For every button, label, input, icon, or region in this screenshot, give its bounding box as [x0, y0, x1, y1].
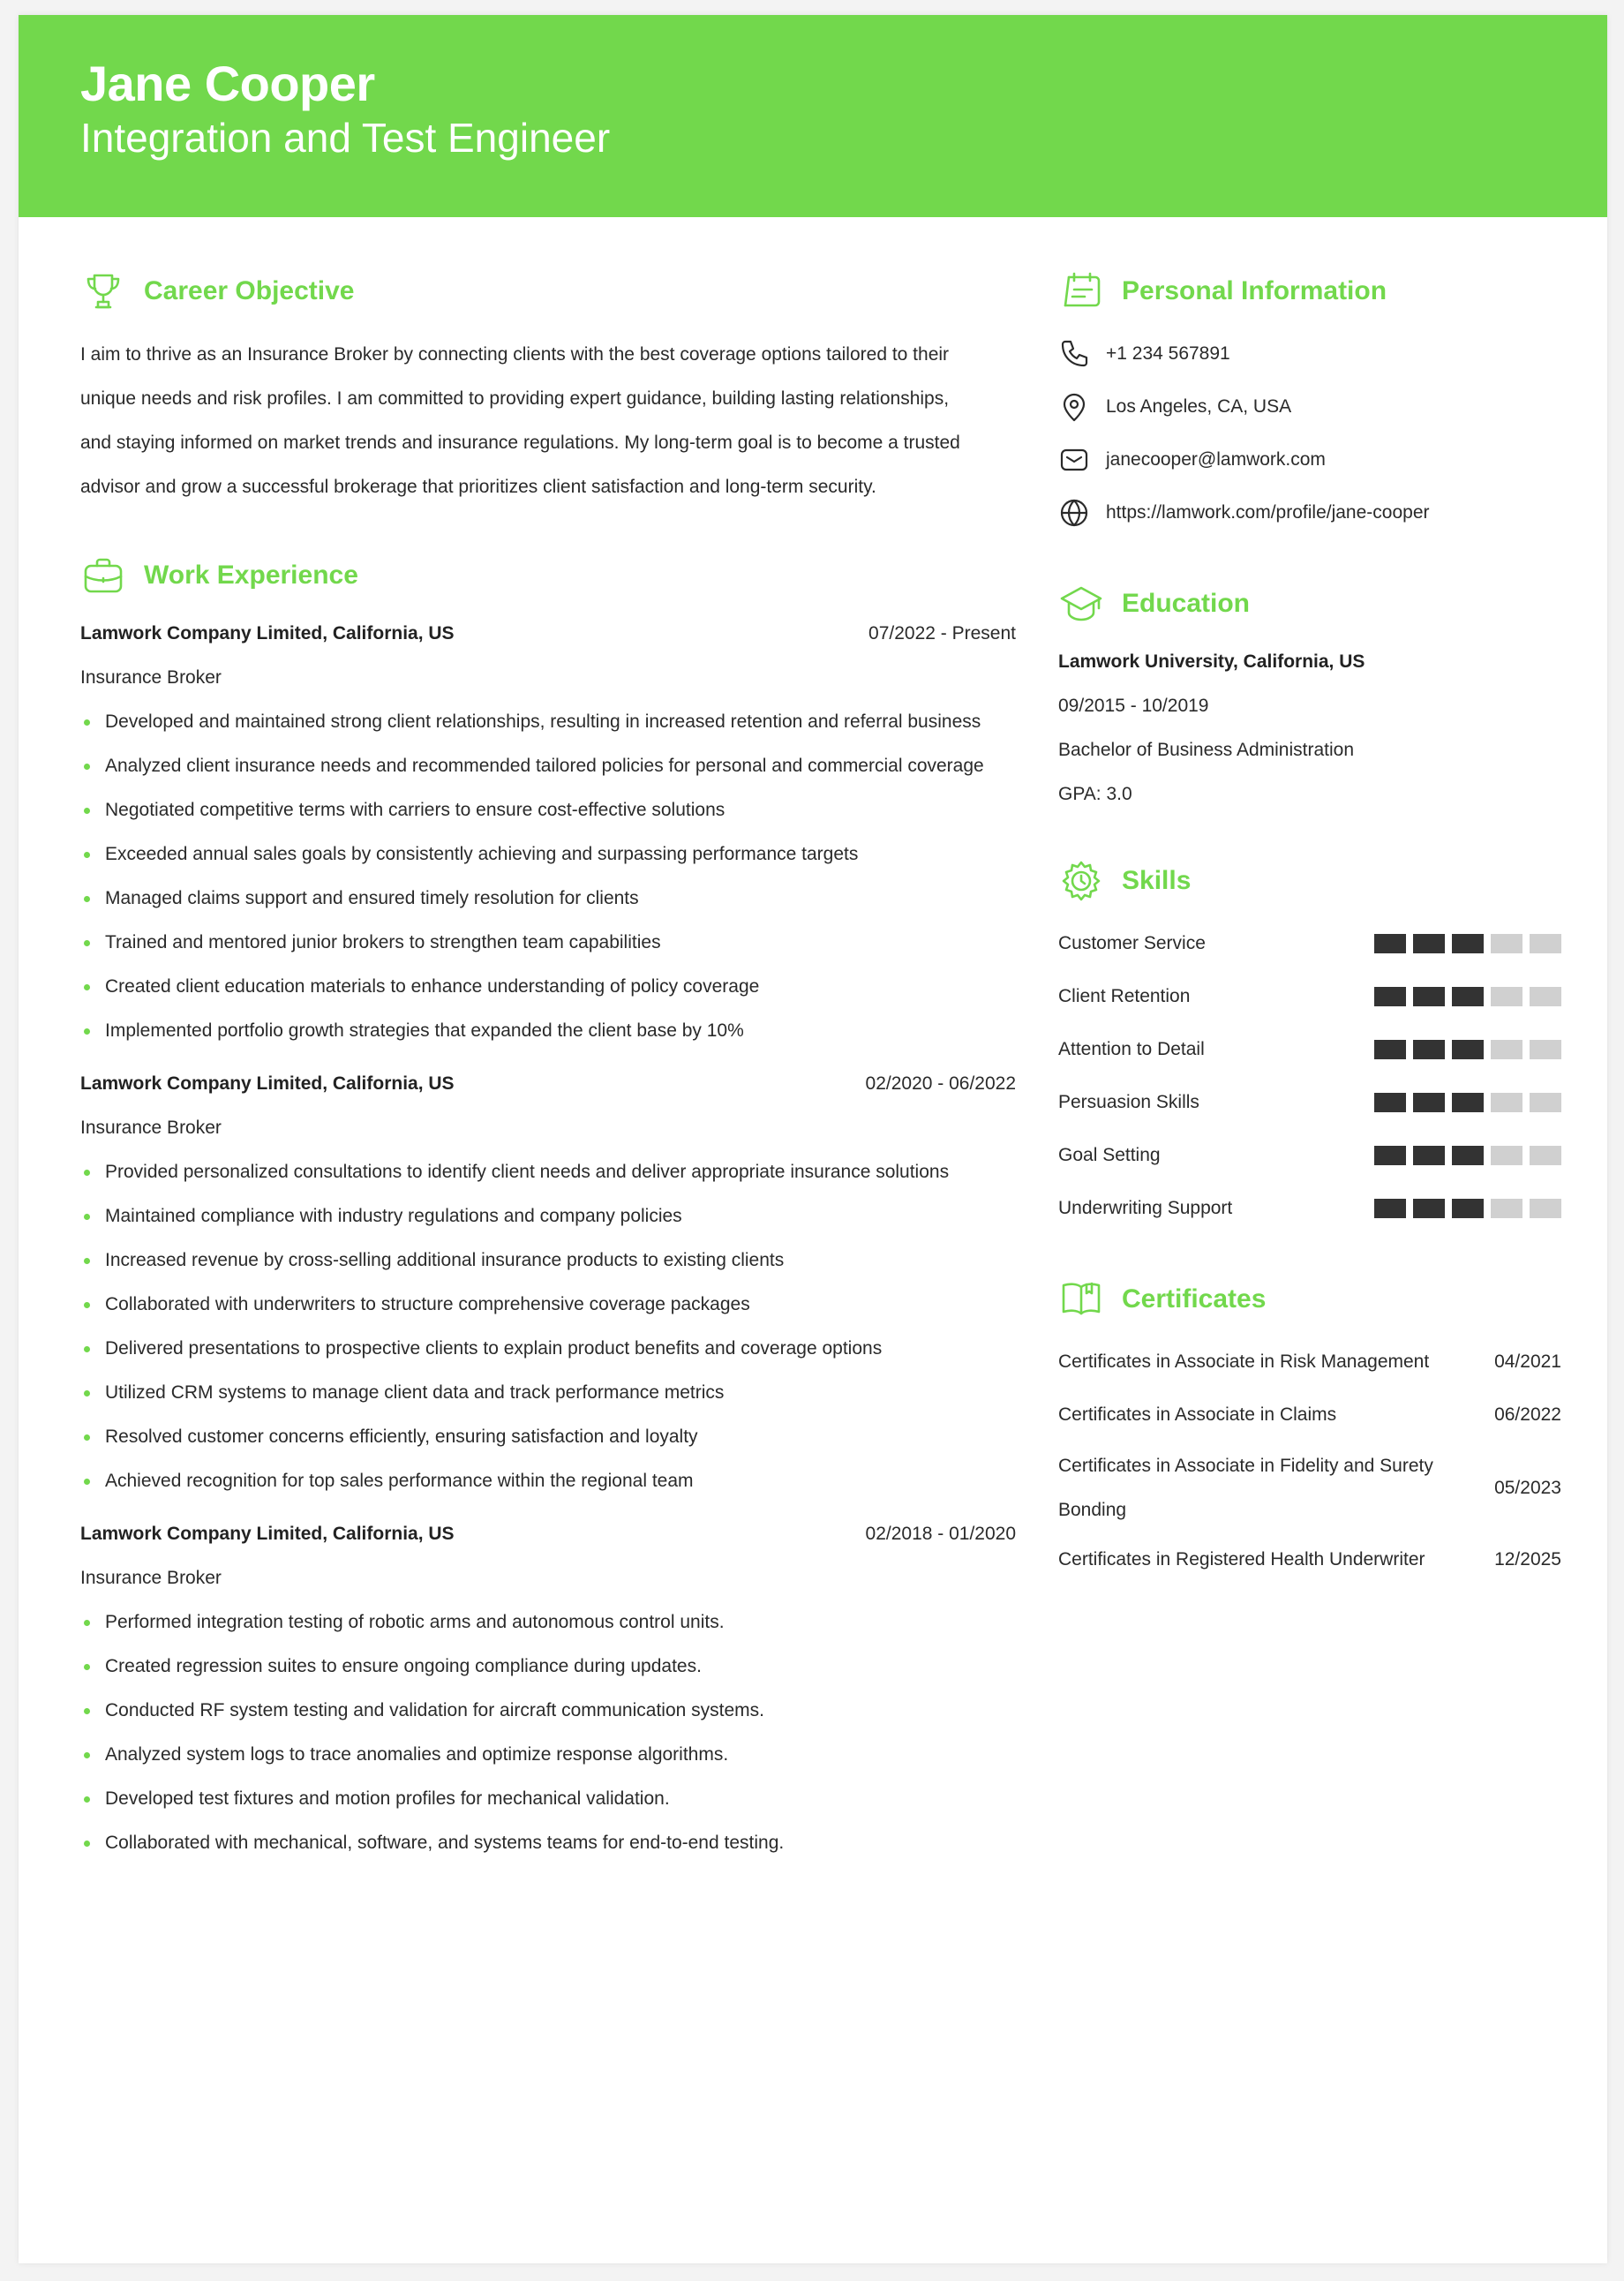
- skill-row: [1058, 1182, 1561, 1235]
- location-row: [1058, 380, 1561, 433]
- phone-number: +1 234 567891: [1106, 343, 1230, 364]
- education-dates: 09/2015 - 10/2019: [1058, 696, 1209, 716]
- skills-heading: Skills: [1122, 866, 1192, 895]
- certificate-title: Certificates in Associate in Risk Management: [1058, 1351, 1430, 1372]
- skill-level-meter: [1374, 1199, 1561, 1218]
- skill-level-meter: [1374, 1040, 1561, 1059]
- skill-level-meter: [1374, 934, 1561, 953]
- job-bullets: [80, 1150, 1016, 1503]
- skill-row: [1058, 970, 1561, 1023]
- graduation-cap-icon: [1058, 581, 1104, 627]
- career-objective-text: [80, 333, 1016, 509]
- skill-level-meter: [1374, 1146, 1561, 1165]
- job-company: Lamwork Company Limited, California, US: [80, 1073, 455, 1094]
- list-item: Maintained compliance with industry regulations and company policies: [80, 1194, 1016, 1238]
- skill-name: Attention to Detail: [1058, 1039, 1205, 1059]
- job-role: Insurance Broker: [80, 1568, 222, 1588]
- skill-row: [1058, 1023, 1561, 1076]
- job-role: Insurance Broker: [80, 1118, 222, 1138]
- job-role: Insurance Broker: [80, 667, 222, 688]
- work-experience-section: [80, 546, 1016, 1865]
- list-item: Developed test fixtures and motion profiles for mechanical validation.: [80, 1777, 1016, 1821]
- certificate-date: 12/2025: [1494, 1549, 1561, 1570]
- skill-level-block: [1374, 1199, 1406, 1218]
- phone-icon: [1058, 338, 1090, 370]
- certificate-date: 05/2023: [1494, 1478, 1561, 1498]
- skill-level-meter: [1374, 987, 1561, 1006]
- list-item: Implemented portfolio growth strategies that expanded the client base by 10%: [80, 1009, 1016, 1053]
- section-heading: [80, 546, 1016, 605]
- work-experience-heading: Work Experience: [144, 561, 358, 590]
- objective-line: unique needs and risk profiles. I am committed to providing expert guidance, building lasting relationships,: [80, 388, 950, 409]
- certificates-heading: Certificates: [1122, 1284, 1267, 1314]
- trophy-icon: [80, 268, 126, 314]
- job-header: [80, 612, 1016, 656]
- education-heading: Education: [1122, 589, 1251, 618]
- gear-clock-icon: [1058, 858, 1104, 904]
- personal-information-heading: Personal Information: [1122, 276, 1387, 305]
- skill-level-block: [1491, 934, 1522, 953]
- section-heading: [80, 262, 1016, 320]
- certificate-date: 04/2021: [1494, 1351, 1561, 1372]
- certificate-title: Certificates in Registered Health Underwriter: [1058, 1549, 1425, 1570]
- skill-row: [1058, 917, 1561, 970]
- candidate-name: Jane Cooper: [80, 56, 375, 111]
- map-pin-icon: [1058, 391, 1090, 423]
- certificates-section: [1058, 1270, 1561, 1585]
- skill-row: [1058, 1076, 1561, 1129]
- certificate-title: Certificates in Associate in Fidelity and Surety Bonding: [1058, 1456, 1433, 1520]
- skill-level-block: [1452, 1093, 1484, 1112]
- list-item: Resolved customer concerns efficiently, ensuring satisfaction and loyalty: [80, 1415, 1016, 1459]
- certificate-row: [1058, 1442, 1561, 1535]
- skill-level-block: [1530, 1093, 1561, 1112]
- skill-name: Customer Service: [1058, 933, 1206, 953]
- skill-level-block: [1491, 987, 1522, 1006]
- location-text: Los Angeles, CA, USA: [1106, 396, 1292, 417]
- section-heading: [1058, 262, 1561, 320]
- skill-level-block: [1413, 1146, 1445, 1165]
- career-objective-heading: Career Objective: [144, 276, 355, 305]
- skill-level-block: [1413, 987, 1445, 1006]
- job-dates: 02/2018 - 01/2020: [865, 1524, 1016, 1544]
- skill-level-block: [1491, 1146, 1522, 1165]
- objective-line: and staying informed on market trends and insurance regulations. My long-term goal is to become a trusted: [80, 433, 960, 453]
- certificate-date: 06/2022: [1494, 1404, 1561, 1425]
- education-school: Lamwork University, California, US: [1058, 651, 1365, 672]
- skill-level-block: [1374, 1093, 1406, 1112]
- list-item: Provided personalized consultations to identify client needs and deliver appropriate insurance solutions: [80, 1150, 1016, 1194]
- resume-page: [19, 15, 1607, 2263]
- job-bullets: [80, 700, 1016, 1053]
- list-item: Collaborated with underwriters to structure comprehensive coverage packages: [80, 1283, 1016, 1327]
- website-link[interactable]: https://lamwork.com/profile/jane-cooper: [1106, 502, 1430, 523]
- email-link[interactable]: janecooper@lamwork.com: [1106, 449, 1326, 470]
- skill-level-block: [1491, 1199, 1522, 1218]
- certificate-row: [1058, 1389, 1561, 1442]
- job-dates: 07/2022 - Present: [868, 623, 1016, 644]
- skill-name: Underwriting Support: [1058, 1198, 1233, 1218]
- candidate-title: Integration and Test Engineer: [80, 115, 611, 162]
- certificate-title: Certificates in Associate in Claims: [1058, 1404, 1337, 1425]
- skill-name: Client Retention: [1058, 986, 1191, 1006]
- job-entry: [80, 1062, 1016, 1503]
- list-item: Analyzed system logs to trace anomalies and optimize response algorithms.: [80, 1733, 1016, 1777]
- skill-level-block: [1530, 987, 1561, 1006]
- skill-level-block: [1374, 1146, 1406, 1165]
- skills-list: [1058, 917, 1561, 1235]
- job-company: Lamwork Company Limited, California, US: [80, 1524, 455, 1544]
- skill-level-block: [1374, 987, 1406, 1006]
- list-item: Collaborated with mechanical, software, and systems teams for end-to-end testing.: [80, 1821, 1016, 1865]
- skill-row: [1058, 1129, 1561, 1182]
- objective-line: advisor and grow a successful brokerage that prioritizes client satisfaction and long-term security.: [80, 477, 876, 497]
- certificate-row: [1058, 1535, 1561, 1585]
- list-item: Increased revenue by cross-selling additional insurance products to existing clients: [80, 1238, 1016, 1283]
- briefcase-icon: [80, 553, 126, 598]
- job-header: [80, 1062, 1016, 1106]
- certificate-row: [1058, 1336, 1561, 1389]
- objective-line: I aim to thrive as an Insurance Broker by connecting clients with the best coverage options tailored to their: [80, 344, 950, 365]
- job-header: [80, 1512, 1016, 1556]
- phone-row: [1058, 327, 1561, 380]
- skill-level-block: [1452, 1146, 1484, 1165]
- skill-level-block: [1452, 987, 1484, 1006]
- section-heading: [1058, 575, 1561, 633]
- education-gpa: GPA: 3.0: [1058, 784, 1132, 804]
- skills-section: [1058, 852, 1561, 1235]
- list-item: Analyzed client insurance needs and recommended tailored policies for personal and commercial coverage: [80, 744, 1016, 788]
- resume-header: [19, 15, 1607, 217]
- career-objective-section: [80, 262, 1016, 509]
- job-entry: [80, 612, 1016, 1053]
- skill-level-block: [1413, 1093, 1445, 1112]
- list-item: Performed integration testing of robotic arms and autonomous control units.: [80, 1600, 1016, 1645]
- skill-name: Persuasion Skills: [1058, 1092, 1199, 1112]
- skill-level-block: [1413, 1199, 1445, 1218]
- skill-level-block: [1413, 1040, 1445, 1059]
- job-bullets: [80, 1600, 1016, 1865]
- book-icon: [1058, 1276, 1104, 1322]
- id-card-icon: [1058, 268, 1104, 314]
- education-section: [1058, 575, 1561, 817]
- list-item: Created regression suites to ensure ongoing compliance during updates.: [80, 1645, 1016, 1689]
- skill-level-block: [1491, 1093, 1522, 1112]
- list-item: Achieved recognition for top sales performance within the regional team: [80, 1459, 1016, 1503]
- skill-level-block: [1452, 1199, 1484, 1218]
- skill-level-block: [1491, 1040, 1522, 1059]
- skill-level-block: [1530, 1199, 1561, 1218]
- job-entry: [80, 1512, 1016, 1865]
- section-heading: [1058, 1270, 1561, 1329]
- left-column: [80, 262, 1016, 1865]
- job-company: Lamwork Company Limited, California, US: [80, 623, 455, 644]
- personal-information-section: [1058, 262, 1561, 539]
- skill-level-block: [1452, 1040, 1484, 1059]
- job-dates: 02/2020 - 06/2022: [865, 1073, 1016, 1094]
- skill-level-block: [1413, 934, 1445, 953]
- list-item: Managed claims support and ensured timely resolution for clients: [80, 877, 1016, 921]
- right-column: [1058, 262, 1561, 1585]
- skill-level-block: [1530, 1146, 1561, 1165]
- website-row: [1058, 486, 1561, 539]
- list-item: Negotiated competitive terms with carriers to ensure cost-effective solutions: [80, 788, 1016, 832]
- section-heading: [1058, 852, 1561, 910]
- skill-level-meter: [1374, 1093, 1561, 1112]
- skill-level-block: [1452, 934, 1484, 953]
- skill-level-block: [1530, 1040, 1561, 1059]
- list-item: Trained and mentored junior brokers to strengthen team capabilities: [80, 921, 1016, 965]
- skill-level-block: [1530, 934, 1561, 953]
- email-row: [1058, 433, 1561, 486]
- list-item: Delivered presentations to prospective clients to explain product benefits and coverage options: [80, 1327, 1016, 1371]
- list-item: Developed and maintained strong client relationships, resulting in increased retention and referral business: [80, 700, 1016, 744]
- skill-name: Goal Setting: [1058, 1145, 1161, 1165]
- list-item: Exceeded annual sales goals by consistently achieving and surpassing performance targets: [80, 832, 1016, 877]
- list-item: Conducted RF system testing and validation for aircraft communication systems.: [80, 1689, 1016, 1733]
- education-degree: Bachelor of Business Administration: [1058, 740, 1355, 760]
- list-item: Created client education materials to enhance understanding of policy coverage: [80, 965, 1016, 1009]
- mail-icon: [1058, 444, 1090, 476]
- skill-level-block: [1374, 1040, 1406, 1059]
- globe-icon: [1058, 497, 1090, 529]
- skill-level-block: [1374, 934, 1406, 953]
- list-item: Utilized CRM systems to manage client data and track performance metrics: [80, 1371, 1016, 1415]
